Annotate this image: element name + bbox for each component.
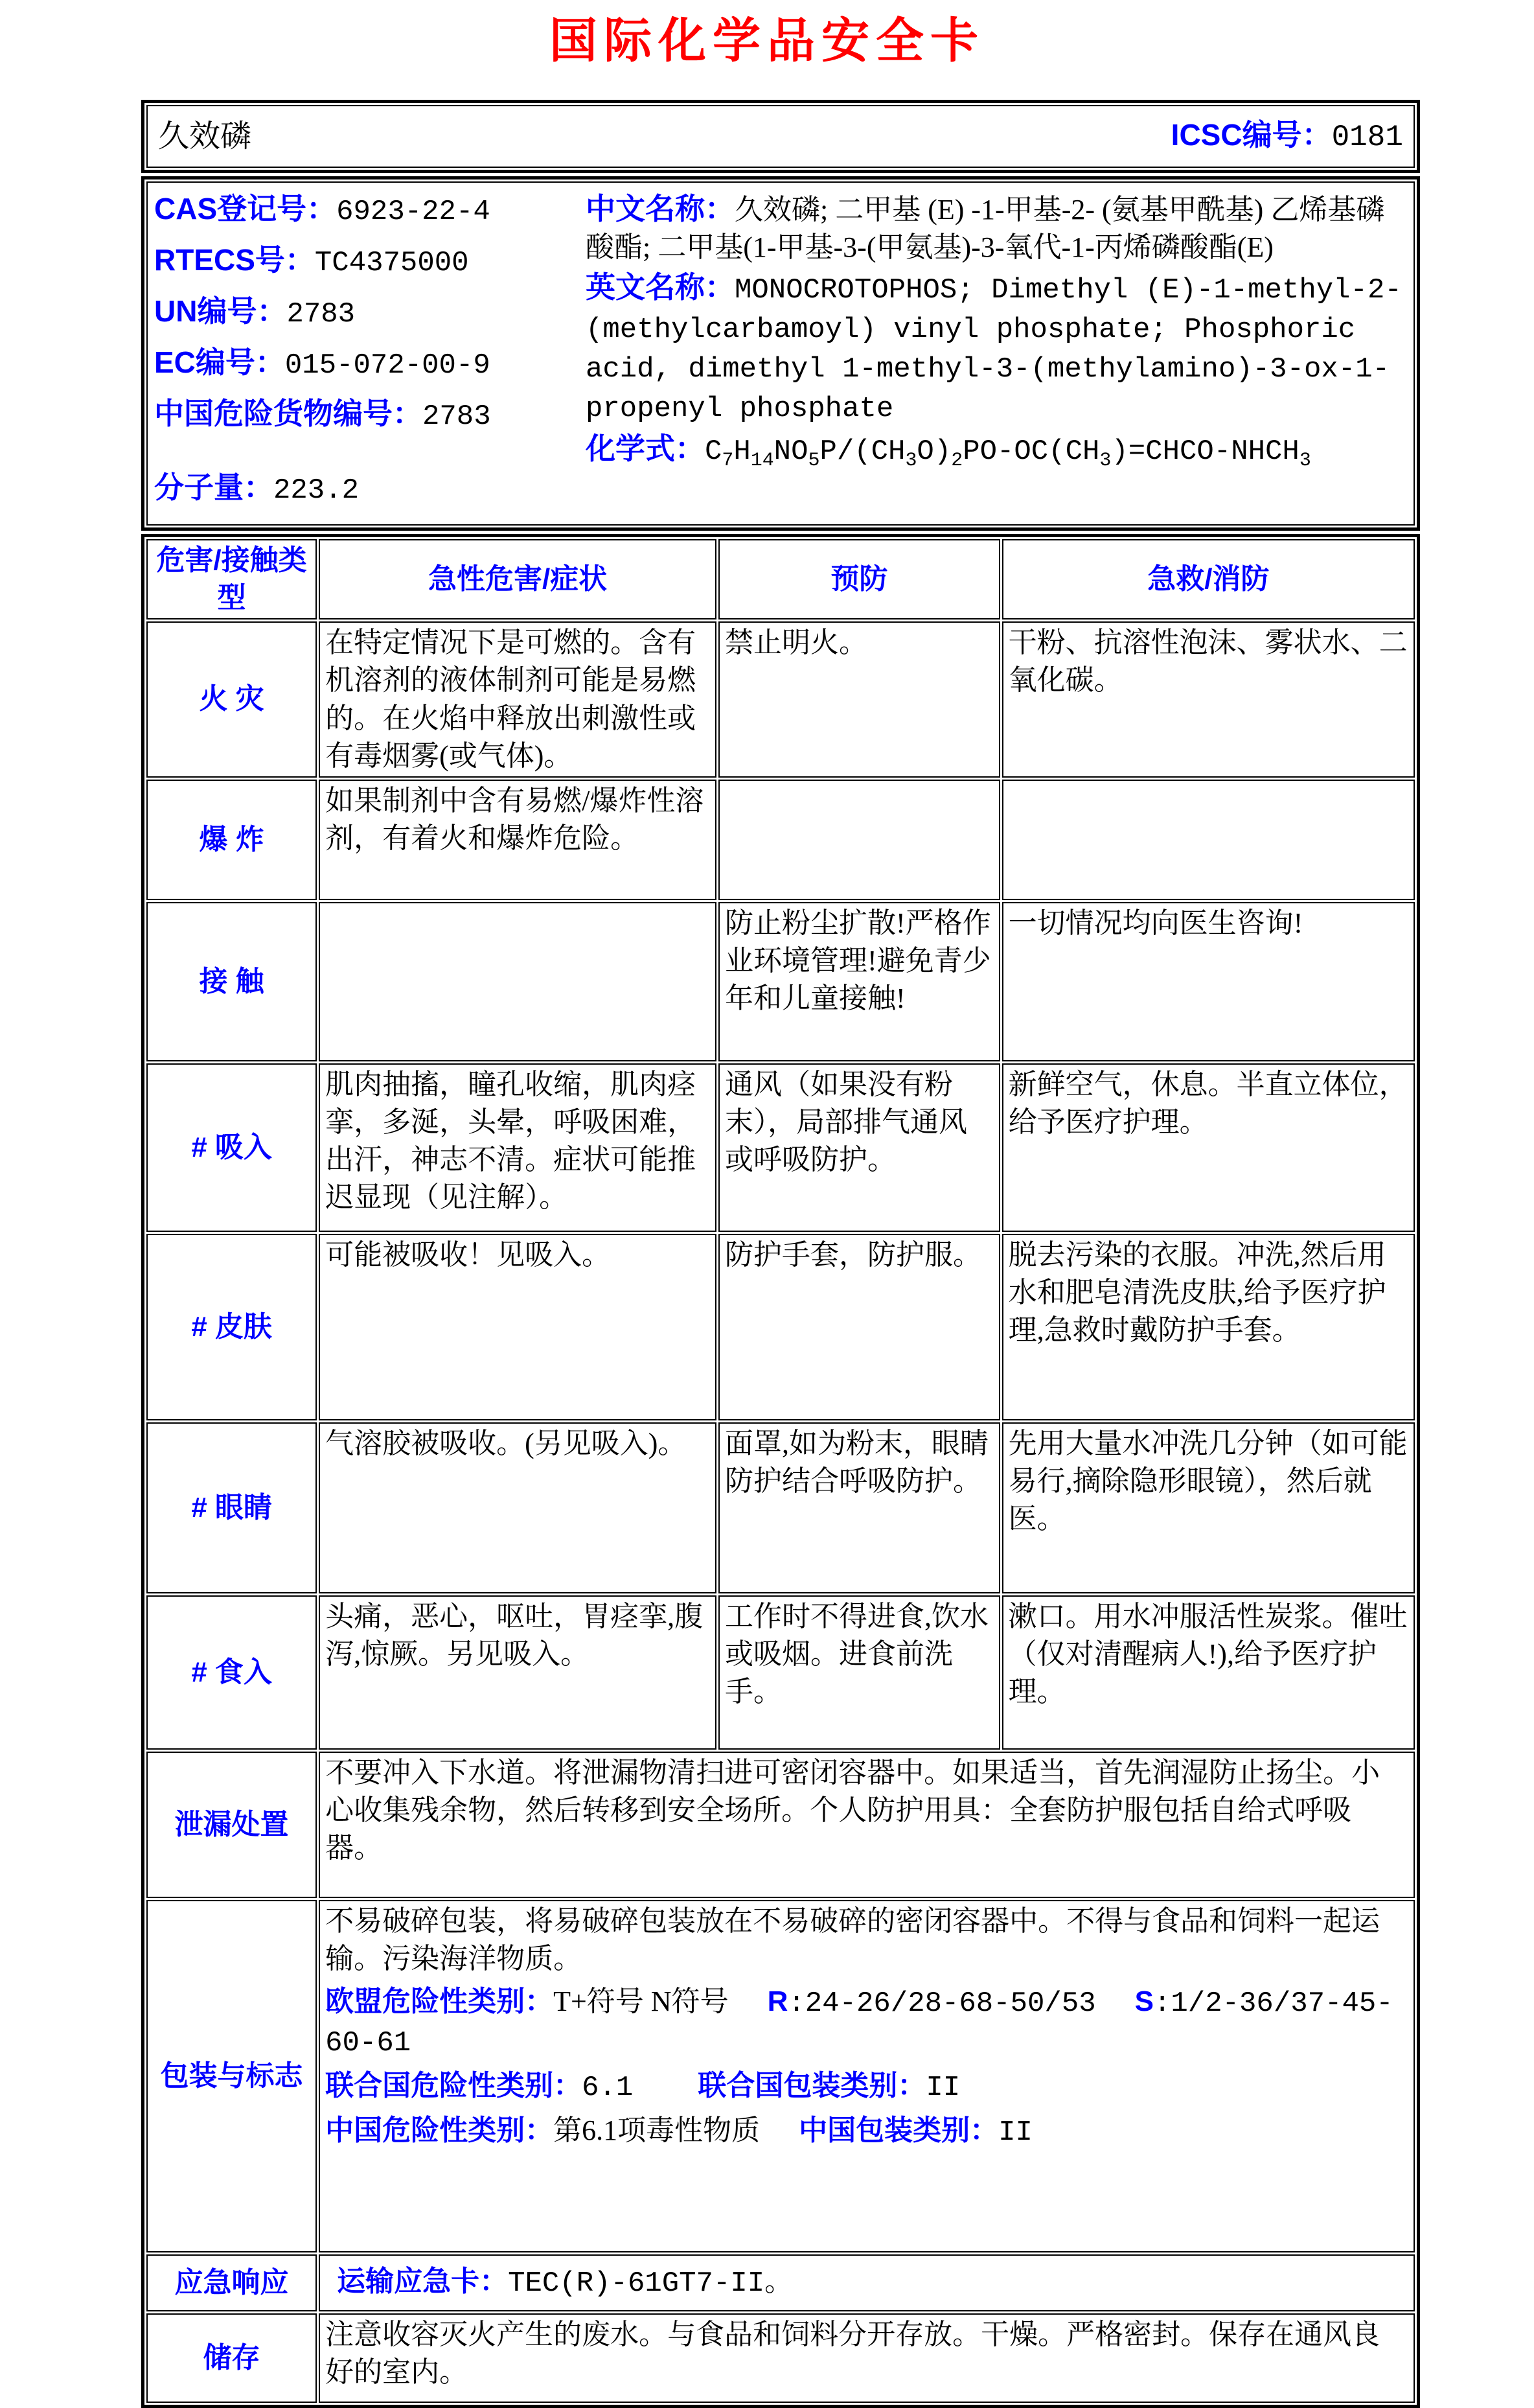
- row-exposure-symptoms: [319, 902, 716, 1061]
- row-skin-symptoms: 可能被吸收！见吸入。: [319, 1234, 716, 1420]
- eu-hazard-class-line: [325, 1983, 1408, 2062]
- ec-number-value: 015-072-00-9: [284, 349, 490, 382]
- chinese-name-value: 久效磷; 二甲基 (E) -1-甲基-2- (氨基甲酰基) 乙烯基磷酸酯; 二甲基(1-甲基-3-(甲氨基)-3-氧代-1-丙烯磷酸酯(E): [586, 193, 1385, 263]
- r-phrases-label: R: [767, 1985, 788, 2017]
- header-table: [141, 100, 1420, 173]
- un-number: [154, 292, 569, 333]
- molecular-weight: [154, 468, 569, 509]
- header-row: [146, 105, 1415, 168]
- row-eyes-label: # 眼睛: [146, 1422, 317, 1593]
- header-strip: [153, 108, 1408, 165]
- eu-hazard-class-label: 欧盟危险性类别：: [325, 1985, 554, 2017]
- row-eyes-symptoms: 气溶胶被吸收。(另见吸入)。: [319, 1422, 716, 1593]
- rtecs-number-label: RTECS号：: [154, 242, 315, 277]
- row-storage: [146, 2313, 1415, 2403]
- row-fire: [146, 621, 1415, 777]
- un-number-value: 2783: [286, 297, 356, 330]
- page-title: 国际化学品安全卡: [549, 14, 985, 67]
- icsc-number-label: ICSC编号：: [1171, 118, 1332, 152]
- cn-pack-group-value: II: [998, 2116, 1033, 2149]
- row-ingestion: [146, 1595, 1415, 1750]
- cn-pack-group-label: 中国包装类别：: [799, 2114, 999, 2147]
- chemical-names: [586, 189, 1407, 519]
- row-explosion: [146, 780, 1415, 900]
- un-class-line: [325, 2067, 1408, 2107]
- row-exposure-label: 接 触: [146, 902, 317, 1061]
- r-phrases-value: :24-26/28-68-50/53: [788, 1987, 1096, 2020]
- row-skin: [146, 1234, 1415, 1420]
- identification-cell: [146, 181, 1415, 526]
- ec-number: [154, 343, 569, 384]
- hazard-header-row: [146, 539, 1415, 619]
- row-exposure: [146, 902, 1415, 1061]
- china-dangerous-goods-number-value: 2783: [422, 400, 491, 434]
- english-name: [586, 268, 1407, 428]
- row-eyes-firstaid: 先用大量水冲洗几分钟（如可能易行,摘除隐形眼镜），然后就医。: [1002, 1422, 1415, 1593]
- row-explosion-firstaid: [1002, 780, 1415, 900]
- row-skin-label: # 皮肤: [146, 1234, 317, 1420]
- row-storage-text: 注意收容灭火产生的废水。与食品和饲料分开存放。干燥。严格密封。保存在通风良好的室内。: [319, 2313, 1415, 2403]
- cn-hazard-class-value: 第6.1项毒性物质: [553, 2114, 761, 2147]
- row-explosion-prevention: [718, 780, 1000, 900]
- row-inhalation-firstaid: 新鲜空气，休息。半直立体位，给予医疗护理。: [1002, 1063, 1415, 1232]
- row-fire-symptoms: 在特定情况下是可燃的。含有机溶剂的液体制剂可能是易燃的。在火焰中释放出刺激性或有毒烟雾(或气体)。: [319, 621, 716, 777]
- row-skin-firstaid: 脱去污染的衣服。冲洗,然后用水和肥皂清洗皮肤,给予医疗护理,急救时戴防护手套。: [1002, 1234, 1415, 1420]
- un-pack-group-value: II: [926, 2071, 961, 2104]
- identification-row: [146, 181, 1415, 526]
- row-storage-label: 储存: [146, 2313, 317, 2403]
- identification-table: [141, 176, 1420, 531]
- row-fire-firstaid: 干粉、抗溶性泡沫、雾状水、二氧化碳。: [1002, 621, 1415, 777]
- row-eyes-prevention: 面罩,如为粉末，眼睛防护结合呼吸防护。: [718, 1422, 1000, 1593]
- cas-number: [154, 189, 569, 231]
- icsc-number-value: 0181: [1331, 121, 1403, 154]
- row-explosion-label: 爆 炸: [146, 780, 317, 900]
- row-packaging-content: [319, 1900, 1415, 2252]
- identification-grid: [153, 184, 1408, 523]
- row-fire-prevention: 禁止明火。: [718, 621, 1000, 777]
- chinese-name-label: 中文名称：: [586, 191, 735, 226]
- chemical-name-cn: 久效磷: [158, 119, 252, 154]
- cn-class-line: [325, 2112, 1408, 2151]
- registry-numbers: [154, 189, 569, 519]
- row-ingestion-symptoms: 头痛，恶心，呕吐，胃痉挛,腹泻,惊厥。另见吸入。: [319, 1595, 716, 1750]
- row-fire-label: 火 灾: [146, 621, 317, 777]
- row-emergency-label: 应急响应: [146, 2254, 317, 2311]
- transport-emergency-card-label: 运输应急卡：: [337, 2265, 509, 2298]
- un-hazard-class-value: 6.1: [582, 2071, 634, 2104]
- rtecs-number-value: TC4375000: [314, 246, 469, 279]
- chemical-formula-label: 化学式：: [586, 432, 705, 466]
- icsc-card-page: [0, 3, 1534, 2408]
- english-name-label: 英文名称：: [586, 270, 735, 304]
- s-phrases-value: :1/2-36/37-45-60-61: [325, 1987, 1393, 2059]
- row-ingestion-prevention: 工作时不得进食,饮水或吸烟。进食前洗手。: [718, 1595, 1000, 1750]
- row-ingestion-label: # 食入: [146, 1595, 317, 1750]
- row-emergency-response: [146, 2254, 1415, 2311]
- cas-number-label: CAS登记号：: [154, 191, 337, 226]
- row-spill-text: 不要冲入下水道。将泄漏物清扫进可密闭容器中。如果适当，首先润湿防止扬尘。小心收集残余物，然后转移到安全场所。个人防护用具：全套防护服包括自给式呼吸器。: [319, 1752, 1415, 1898]
- row-ingestion-firstaid: 漱口。用水冲服活性炭浆。催吐（仅对清醒病人!),给予医疗护理。: [1002, 1595, 1415, 1750]
- chinese-name: [586, 189, 1407, 266]
- molecular-weight-value: 223.2: [273, 474, 360, 507]
- packaging-text: 不易破碎包装，将易破碎包装放在不易破碎的密闭容器中。不得与食品和饲料一起运输。污染海洋物质。: [325, 1904, 1380, 1974]
- rtecs-number: [154, 240, 569, 282]
- row-packaging-label: 包装与标志: [146, 1900, 317, 2252]
- transport-emergency-card-value: TEC(R)-61GT7-II。: [508, 2267, 794, 2300]
- china-dangerous-goods-number: [154, 394, 569, 435]
- col-header-firstaid: 急救/消防: [1002, 539, 1415, 619]
- chemical-formula: [586, 429, 1407, 473]
- row-spill-disposal: [146, 1752, 1415, 1898]
- header-cell: [146, 105, 1415, 168]
- row-inhalation-symptoms: 肌肉抽搐，瞳孔收缩，肌肉痉挛，多涎，头晕，呼吸困难，出汗，神志不清。症状可能推迟显现（见注解）。: [319, 1063, 716, 1232]
- eu-hazard-class-value: T+符号 N符号: [553, 1985, 729, 2017]
- row-inhalation: [146, 1063, 1415, 1232]
- row-exposure-firstaid: 一切情况均向医生咨询!: [1002, 902, 1415, 1061]
- row-inhalation-label: # 吸入: [146, 1063, 317, 1232]
- ec-number-label: EC编号：: [154, 345, 285, 379]
- chemical-formula-value: $C_7H_{14}NO_5P/(CH_3O)_2PO-OC(CH_3)=CHCO-NHCH_3$: [705, 435, 1311, 471]
- row-packaging-labelling: [146, 1900, 1415, 2252]
- cas-number-value: 6923-22-4: [336, 195, 490, 228]
- col-header-prevention: 预防: [718, 539, 1000, 619]
- icsc-number: [1171, 115, 1403, 157]
- col-header-hazard-type: 危害/接触类型: [146, 539, 317, 619]
- row-inhalation-prevention: 通风（如果没有粉末），局部排气通风或呼吸防护。: [718, 1063, 1000, 1232]
- row-emergency-content: [319, 2254, 1415, 2311]
- row-skin-prevention: 防护手套，防护服。: [718, 1234, 1000, 1420]
- china-dangerous-goods-number-label: 中国危险货物编号：: [154, 397, 422, 431]
- row-eyes: [146, 1422, 1415, 1593]
- hazard-table: [141, 534, 1420, 2407]
- english-name-value: MONOCROTOPHOS; Dimethyl (E)-1-methyl-2-(methylcarbamoyl) vinyl phosphate; Phosphoric acid, dimethyl 1-methyl-3-(methylamino)-3-ox-1-propenyl phosphate: [586, 273, 1402, 426]
- un-hazard-class-label: 联合国危险性类别：: [325, 2069, 582, 2101]
- document-body: [141, 100, 1420, 2408]
- row-explosion-symptoms: 如果制剂中含有易燃/爆炸性溶剂，有着火和爆炸危险。: [319, 780, 716, 900]
- s-phrases-label: S: [1134, 1985, 1154, 2017]
- row-spill-label: 泄漏处置: [146, 1752, 317, 1898]
- row-exposure-prevention: 防止粉尘扩散!严格作业环境管理!避免青少年和儿童接触!: [718, 902, 1000, 1061]
- cn-hazard-class-label: 中国危险性类别：: [325, 2114, 554, 2147]
- un-number-label: UN编号：: [154, 294, 287, 328]
- col-header-symptoms: 急性危害/症状: [319, 539, 716, 619]
- un-pack-group-label: 联合国包装类别：: [698, 2069, 926, 2101]
- molecular-weight-label: 分子量：: [154, 470, 273, 505]
